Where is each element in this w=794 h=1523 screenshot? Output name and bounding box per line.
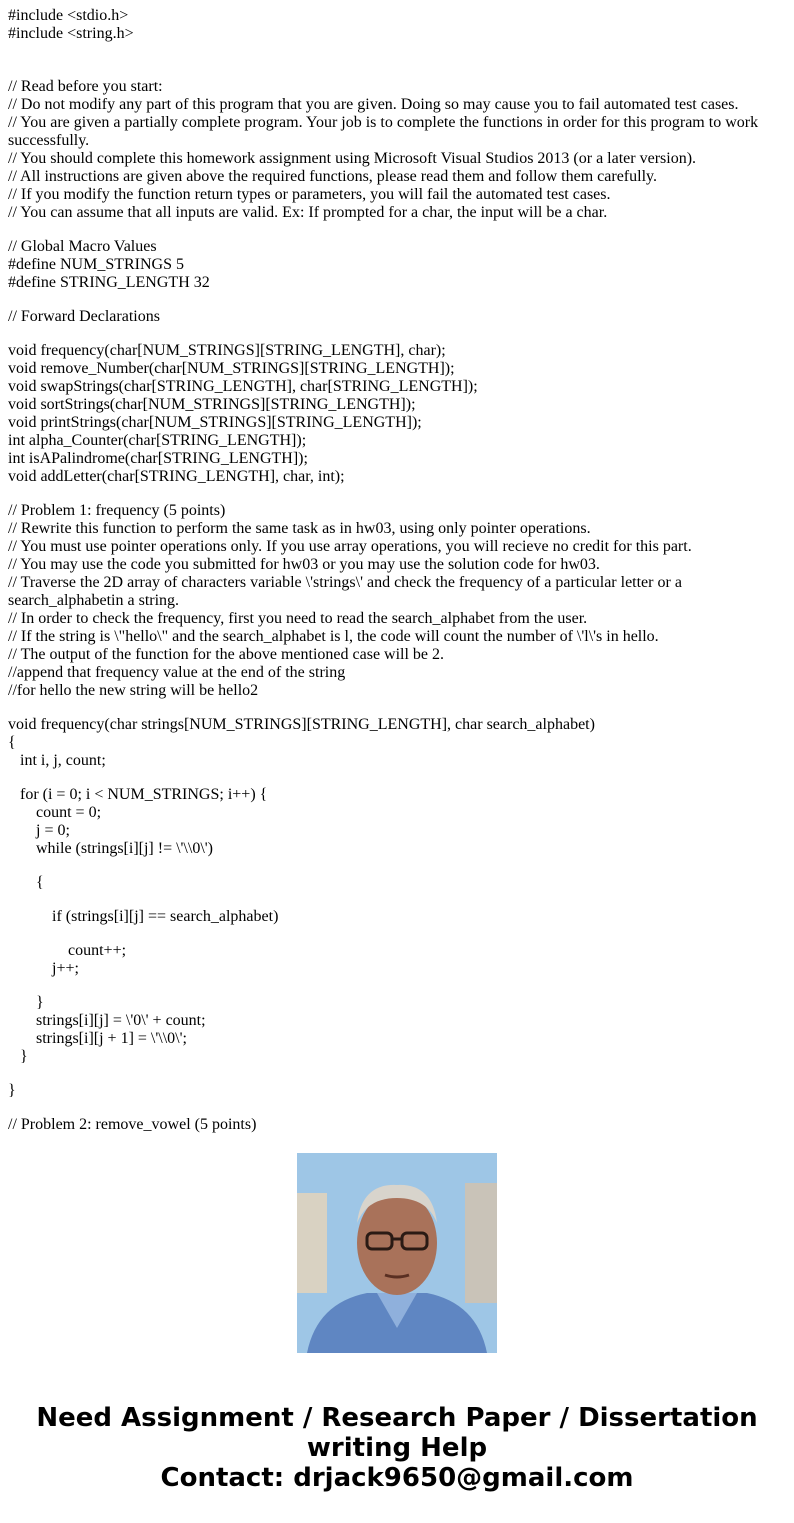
code-line: // Traverse the 2D array of characters variable \'strings\' and check the frequency of a particular letter or a search_alphabetin a string.: [8, 574, 686, 609]
code-line: #include <stdio.h>: [8, 7, 129, 24]
code-paragraph: [8, 342, 786, 486]
code-line: // Read before you start:: [8, 78, 163, 95]
code-line: // You may use the code you submitted for hw03 or you may use the solution code for hw03.: [8, 556, 600, 573]
code-line: // Global Macro Values: [8, 238, 157, 255]
code-line: int alpha_Counter(char[STRING_LENGTH]);: [8, 432, 307, 449]
code-line: }: [8, 1048, 28, 1065]
code-paragraph: [8, 786, 786, 858]
code-line: // Problem 2: remove_vowel (5 points): [8, 1116, 257, 1133]
code-line: // Rewrite this function to perform the same task as in hw03, using only pointer operations.: [8, 520, 591, 537]
code-line: count++;: [8, 942, 127, 959]
banner-line-1: Need Assignment / Research Paper / Dissertation: [36, 1403, 758, 1433]
code-line: // You are given a partially complete program. Your job is to complete the functions in order for this program to work successfully.: [8, 114, 763, 149]
code-line: #include <string.h>: [8, 25, 134, 42]
code-paragraph: [8, 874, 786, 892]
code-line: // You should complete this homework assignment using Microsoft Visual Studios 2013 (or a later version).: [8, 150, 697, 167]
code-line: strings[i][j + 1] = \'\\0\';: [8, 1030, 187, 1047]
code-line: void addLetter(char[STRING_LENGTH], char, int);: [8, 468, 345, 485]
code-paragraph: [8, 78, 786, 222]
code-line: while (strings[i][j] != \'\\0\'): [8, 840, 213, 857]
code-line: // You can assume that all inputs are valid. Ex: If prompted for a char, the input will be a char.: [8, 204, 608, 221]
code-line: {: [8, 874, 44, 891]
code-line: for (i = 0; i < NUM_STRINGS; i++) {: [8, 786, 268, 803]
code-line: // The output of the function for the above mentioned case will be 2.: [8, 646, 445, 663]
code-paragraph: [8, 942, 786, 978]
code-line: count = 0;: [8, 804, 102, 821]
code-paragraph: [8, 502, 786, 700]
contact-email: Contact: drjack9650@gmail.com: [160, 1463, 634, 1493]
author-photo: [297, 1153, 497, 1353]
code-paragraph: [8, 7, 786, 43]
code-line: j = 0;: [8, 822, 70, 839]
code-paragraph: [8, 716, 786, 770]
code-line: // Do not modify any part of this program that you are given. Doing so may cause you to fail automated test cases.: [8, 96, 739, 113]
code-line: }: [8, 994, 44, 1011]
code-paragraph: [8, 908, 786, 926]
code-line: }: [8, 1082, 16, 1099]
contact-banner: [0, 1403, 794, 1493]
code-document: [8, 7, 786, 1133]
code-line: //for hello the new string will be hello2: [8, 682, 259, 699]
banner-line-2: writing Help: [306, 1433, 488, 1463]
code-line: //append that frequency value at the end of the string: [8, 664, 346, 681]
code-line: if (strings[i][j] == search_alphabet): [8, 908, 279, 925]
code-line: void remove_Number(char[NUM_STRINGS][STRING_LENGTH]);: [8, 360, 455, 377]
code-line: int i, j, count;: [8, 752, 106, 769]
code-line: void sortStrings(char[NUM_STRINGS][STRING_LENGTH]);: [8, 396, 416, 413]
code-line: // If the string is \"hello\" and the search_alphabet is l, the code will count the number of \'l\'s in hello.: [8, 628, 659, 645]
code-line: // You must use pointer operations only. If you use array operations, you will recieve no credit for this part.: [8, 538, 692, 555]
code-line: {: [8, 734, 16, 751]
code-line: strings[i][j] = \'0\' + count;: [8, 1012, 206, 1029]
code-line: // In order to check the frequency, first you need to read the search_alphabet from the user.: [8, 610, 588, 627]
code-paragraph: [8, 238, 786, 292]
code-paragraph: [8, 1116, 786, 1134]
code-line: void frequency(char strings[NUM_STRINGS][STRING_LENGTH], char search_alphabet): [8, 716, 595, 733]
code-line: int isAPalindrome(char[STRING_LENGTH]);: [8, 450, 308, 467]
code-line: void printStrings(char[NUM_STRINGS][STRING_LENGTH]);: [8, 414, 422, 431]
code-line: // If you modify the function return types or parameters, you will fail the automated test cases.: [8, 186, 611, 203]
code-paragraph: [8, 1082, 786, 1100]
code-line: j++;: [8, 960, 79, 977]
code-line: // All instructions are given above the required functions, please read them and follow them carefully.: [8, 168, 657, 185]
code-line: void frequency(char[NUM_STRINGS][STRING_LENGTH], char);: [8, 342, 446, 359]
code-line: // Problem 1: frequency (5 points): [8, 502, 226, 519]
code-line: void swapStrings(char[STRING_LENGTH], char[STRING_LENGTH]);: [8, 378, 478, 395]
code-line: #define NUM_STRINGS 5: [8, 256, 184, 273]
code-line: #define STRING_LENGTH 32: [8, 274, 210, 291]
code-paragraph: [8, 308, 786, 326]
code-line: // Forward Declarations: [8, 308, 160, 325]
code-paragraph: [8, 994, 786, 1066]
